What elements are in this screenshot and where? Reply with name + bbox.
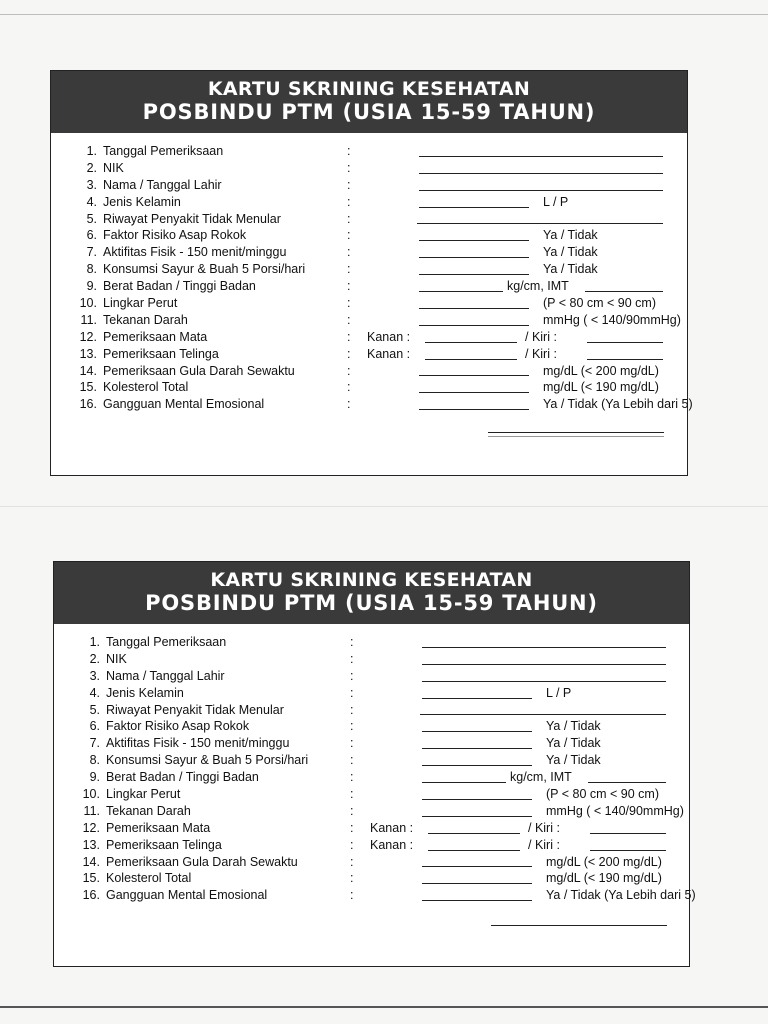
field-text: / Kiri : bbox=[528, 837, 560, 852]
row-colon: : bbox=[347, 177, 351, 192]
row-number: 4. bbox=[89, 685, 100, 700]
row-colon: : bbox=[347, 160, 351, 175]
fill-in-blank[interactable] bbox=[422, 883, 532, 884]
row-colon: : bbox=[350, 854, 354, 869]
signature-line[interactable] bbox=[488, 432, 664, 433]
row-number: 3. bbox=[89, 668, 100, 683]
row-colon: : bbox=[347, 346, 351, 361]
fill-in-blank[interactable] bbox=[422, 799, 532, 800]
fill-in-blank[interactable] bbox=[422, 900, 532, 901]
row-label: Aktifitas Fisik - 150 menit/minggu bbox=[103, 245, 287, 260]
row-colon: : bbox=[350, 736, 354, 751]
row-label: NIK bbox=[103, 160, 124, 175]
row-field bbox=[367, 160, 667, 177]
form-row bbox=[51, 194, 687, 211]
row-label: Nama / Tanggal Lahir bbox=[106, 668, 225, 683]
row-label: Tanggal Pemeriksaan bbox=[106, 635, 227, 649]
card-subtitle: POSBINDU PTM (USIA 15-59 TAHUN) bbox=[145, 591, 598, 615]
field-text: mmHg ( < 140/90mmHg) bbox=[543, 312, 681, 327]
fill-in-blank[interactable] bbox=[422, 647, 666, 648]
row-label: Nama / Tanggal Lahir bbox=[103, 177, 222, 192]
fill-in-blank[interactable] bbox=[419, 173, 663, 174]
row-number: 12. bbox=[82, 820, 100, 835]
card-title: KARTU SKRINING KESEHATAN bbox=[210, 569, 533, 591]
row-label: Gangguan Mental Emosional bbox=[103, 397, 265, 412]
fill-in-blank[interactable] bbox=[419, 207, 529, 208]
row-number: 8. bbox=[89, 753, 100, 768]
field-text: L / P bbox=[543, 194, 569, 209]
row-field bbox=[367, 312, 681, 329]
row-label: Pemeriksaan Mata bbox=[106, 820, 211, 835]
row-number: 4. bbox=[86, 194, 97, 209]
row-colon: : bbox=[350, 668, 354, 683]
row-label: Pemeriksaan Telinga bbox=[103, 346, 219, 361]
row-number: 15. bbox=[79, 380, 97, 395]
fill-in-blank[interactable] bbox=[422, 816, 532, 817]
form-row bbox=[54, 651, 689, 668]
form-row bbox=[54, 803, 689, 820]
form-row bbox=[51, 329, 687, 346]
row-field bbox=[370, 854, 670, 871]
row-label: Konsumsi Sayur & Buah 5 Porsi/hari bbox=[103, 262, 306, 277]
fill-in-blank[interactable] bbox=[419, 291, 503, 292]
row-field bbox=[370, 634, 670, 651]
row-field bbox=[367, 143, 667, 160]
form-row bbox=[51, 295, 687, 312]
row-number: 10. bbox=[82, 787, 100, 802]
row-number: 14. bbox=[82, 854, 100, 869]
fill-in-blank[interactable] bbox=[422, 782, 506, 783]
row-number: 14. bbox=[79, 363, 97, 378]
row-colon: : bbox=[350, 820, 354, 835]
row-number: 6. bbox=[86, 228, 97, 243]
fill-in-blank[interactable] bbox=[419, 257, 529, 258]
row-colon: : bbox=[347, 279, 351, 294]
card-subtitle: POSBINDU PTM (USIA 15-59 TAHUN) bbox=[142, 100, 596, 124]
signature-line[interactable] bbox=[491, 925, 667, 926]
fill-in-blank[interactable] bbox=[420, 714, 666, 715]
form-row bbox=[51, 379, 687, 396]
form-row bbox=[51, 278, 687, 295]
row-colon: : bbox=[347, 363, 351, 378]
form-row bbox=[51, 160, 687, 177]
fill-in-blank[interactable] bbox=[419, 375, 529, 376]
field-text: (P < 80 cm < 90 cm) bbox=[546, 787, 660, 802]
row-label: Pemeriksaan Mata bbox=[103, 329, 208, 344]
row-field bbox=[367, 244, 667, 261]
row-field bbox=[367, 329, 667, 346]
row-label: Pemeriksaan Gula Darah Sewaktu bbox=[106, 854, 298, 869]
field-text: Ya / Tidak bbox=[546, 719, 601, 734]
fill-in-blank[interactable] bbox=[419, 274, 529, 275]
row-number: 1. bbox=[89, 635, 100, 649]
row-colon: : bbox=[347, 262, 351, 277]
row-colon: : bbox=[347, 194, 351, 209]
row-number: 1. bbox=[86, 144, 97, 158]
field-text: kg/cm, IMT bbox=[507, 279, 569, 294]
field-text: mg/dL (< 200 mg/dL) bbox=[546, 854, 662, 869]
fill-in-blank[interactable] bbox=[428, 850, 520, 851]
fill-in-blank[interactable] bbox=[417, 223, 663, 224]
field-text: mmHg ( < 140/90mmHg) bbox=[546, 803, 684, 818]
page-bottom-border bbox=[0, 1006, 768, 1008]
form-row bbox=[54, 837, 689, 854]
row-label: Riwayat Penyakit Tidak Menular bbox=[106, 702, 284, 717]
field-text: Kanan : bbox=[367, 329, 411, 344]
row-field bbox=[370, 735, 670, 752]
row-field bbox=[367, 227, 667, 244]
row-label: Lingkar Perut bbox=[106, 787, 181, 802]
fill-in-blank[interactable] bbox=[425, 359, 517, 360]
row-number: 12. bbox=[79, 329, 97, 344]
row-field bbox=[367, 194, 667, 211]
row-colon: : bbox=[347, 380, 351, 395]
card-header bbox=[54, 562, 689, 624]
row-colon: : bbox=[347, 329, 351, 344]
form-row bbox=[51, 143, 687, 160]
form-row bbox=[54, 702, 689, 719]
row-colon: : bbox=[350, 702, 354, 717]
row-field bbox=[370, 769, 670, 786]
row-field bbox=[370, 685, 670, 702]
row-number: 5. bbox=[89, 702, 100, 717]
field-text: Ya / Tidak bbox=[546, 753, 601, 768]
row-field bbox=[370, 752, 670, 769]
field-text: Ya / Tidak (Ya Lebih dari 5) bbox=[546, 888, 696, 903]
row-field bbox=[367, 261, 667, 278]
row-number: 2. bbox=[86, 160, 97, 175]
form-rows bbox=[51, 143, 693, 413]
row-colon: : bbox=[347, 397, 351, 412]
field-text: Kanan : bbox=[370, 820, 414, 835]
row-field bbox=[367, 278, 667, 295]
row-colon: : bbox=[350, 753, 354, 768]
row-colon: : bbox=[350, 651, 354, 666]
row-label: Kolesterol Total bbox=[103, 380, 189, 395]
row-label: Berat Badan / Tinggi Badan bbox=[106, 770, 259, 785]
row-colon: : bbox=[347, 312, 351, 327]
row-label: Pemeriksaan Gula Darah Sewaktu bbox=[103, 363, 295, 378]
row-field bbox=[370, 803, 684, 820]
field-text: Ya / Tidak bbox=[543, 262, 598, 277]
form-row bbox=[51, 211, 687, 228]
row-number: 10. bbox=[79, 296, 97, 311]
fill-in-blank[interactable] bbox=[588, 782, 666, 783]
fill-in-blank[interactable] bbox=[590, 833, 666, 834]
field-text: Ya / Tidak bbox=[543, 228, 598, 243]
field-text: (P < 80 cm < 90 cm) bbox=[543, 296, 657, 311]
row-number: 2. bbox=[89, 651, 100, 666]
row-label: Faktor Risiko Asap Rokok bbox=[106, 719, 250, 734]
fill-in-blank[interactable] bbox=[419, 190, 663, 191]
fill-in-blank[interactable] bbox=[419, 409, 529, 410]
fill-in-blank[interactable] bbox=[422, 866, 532, 867]
row-colon: : bbox=[347, 296, 351, 311]
field-text: mg/dL (< 190 mg/dL) bbox=[543, 380, 659, 395]
fill-in-blank[interactable] bbox=[422, 765, 532, 766]
row-label: Faktor Risiko Asap Rokok bbox=[103, 228, 247, 243]
row-colon: : bbox=[347, 144, 351, 158]
screening-card-bottom bbox=[53, 561, 696, 967]
row-colon: : bbox=[350, 770, 354, 785]
form-row bbox=[54, 735, 689, 752]
fill-in-blank[interactable] bbox=[587, 359, 663, 360]
row-field bbox=[370, 887, 696, 904]
row-number: 13. bbox=[79, 346, 97, 361]
field-text: Ya / Tidak bbox=[543, 245, 598, 260]
row-colon: : bbox=[350, 837, 354, 852]
form-row bbox=[51, 396, 693, 413]
row-number: 11. bbox=[83, 803, 100, 818]
row-number: 15. bbox=[82, 871, 100, 886]
form-row bbox=[51, 346, 687, 363]
field-text: mg/dL (< 190 mg/dL) bbox=[546, 871, 662, 886]
fill-in-blank[interactable] bbox=[419, 325, 529, 326]
field-text: Ya / Tidak bbox=[546, 736, 601, 751]
row-number: 13. bbox=[82, 837, 100, 852]
row-field bbox=[367, 363, 667, 380]
fill-in-blank[interactable] bbox=[419, 156, 663, 157]
form-row bbox=[54, 887, 696, 904]
field-text: Ya / Tidak (Ya Lebih dari 5) bbox=[543, 397, 693, 412]
row-label: Aktifitas Fisik - 150 menit/minggu bbox=[106, 736, 290, 751]
row-colon: : bbox=[347, 245, 351, 260]
card-header bbox=[51, 71, 687, 133]
row-field bbox=[370, 651, 670, 668]
row-field bbox=[367, 346, 667, 363]
row-label: Kolesterol Total bbox=[106, 871, 192, 886]
row-field bbox=[367, 211, 667, 228]
row-label: Tekanan Darah bbox=[103, 312, 188, 327]
row-number: 16. bbox=[82, 888, 100, 903]
fill-in-blank[interactable] bbox=[585, 291, 663, 292]
row-number: 7. bbox=[86, 245, 97, 260]
row-number: 16. bbox=[79, 397, 97, 412]
row-number: 5. bbox=[86, 211, 97, 226]
fill-in-blank[interactable] bbox=[590, 850, 666, 851]
row-field bbox=[367, 177, 667, 194]
row-colon: : bbox=[350, 803, 354, 818]
row-label: Tekanan Darah bbox=[106, 803, 191, 818]
row-field bbox=[370, 668, 670, 685]
fill-in-blank[interactable] bbox=[422, 748, 532, 749]
page-fold-line bbox=[0, 506, 768, 507]
row-field bbox=[370, 820, 670, 837]
fill-in-blank[interactable] bbox=[419, 392, 529, 393]
form-row bbox=[54, 685, 689, 702]
page-top-border bbox=[0, 14, 768, 15]
form-row bbox=[54, 786, 689, 803]
row-label: Gangguan Mental Emosional bbox=[106, 888, 268, 903]
form-row bbox=[54, 634, 689, 651]
row-label: Jenis Kelamin bbox=[106, 685, 184, 700]
row-field bbox=[367, 396, 693, 413]
row-label: Jenis Kelamin bbox=[103, 194, 181, 209]
fill-in-blank[interactable] bbox=[425, 342, 517, 343]
screening-card-top bbox=[50, 70, 693, 476]
fill-in-blank[interactable] bbox=[422, 731, 532, 732]
row-number: 7. bbox=[89, 736, 100, 751]
field-text: L / P bbox=[546, 685, 572, 700]
row-colon: : bbox=[350, 685, 354, 700]
row-field bbox=[370, 702, 670, 719]
row-label: Riwayat Penyakit Tidak Menular bbox=[103, 211, 281, 226]
field-text: Kanan : bbox=[367, 346, 411, 361]
form-row bbox=[51, 244, 687, 261]
row-label: Pemeriksaan Telinga bbox=[106, 837, 222, 852]
row-number: 9. bbox=[89, 770, 100, 785]
row-field bbox=[370, 786, 670, 803]
form-row bbox=[54, 668, 689, 685]
field-text: / Kiri : bbox=[525, 329, 557, 344]
row-field bbox=[370, 870, 670, 887]
row-colon: : bbox=[347, 228, 351, 243]
row-colon: : bbox=[350, 719, 354, 734]
row-field bbox=[367, 295, 667, 312]
field-text: kg/cm, IMT bbox=[510, 770, 572, 785]
form-row bbox=[51, 261, 687, 278]
form-row bbox=[54, 854, 689, 871]
row-label: Lingkar Perut bbox=[103, 296, 178, 311]
row-field bbox=[370, 718, 670, 735]
form-row bbox=[54, 870, 689, 887]
field-text: / Kiri : bbox=[528, 820, 560, 835]
field-text: / Kiri : bbox=[525, 346, 557, 361]
row-number: 6. bbox=[89, 719, 100, 734]
row-label: Konsumsi Sayur & Buah 5 Porsi/hari bbox=[106, 753, 309, 768]
row-colon: : bbox=[350, 871, 354, 886]
row-field bbox=[370, 837, 670, 854]
row-colon: : bbox=[350, 787, 354, 802]
fill-in-blank[interactable] bbox=[419, 308, 529, 309]
row-field bbox=[367, 379, 667, 396]
row-label: Tanggal Pemeriksaan bbox=[103, 144, 224, 158]
signature-line-secondary bbox=[488, 436, 664, 437]
form-row bbox=[54, 769, 689, 786]
form-row bbox=[51, 227, 687, 244]
form-row bbox=[51, 177, 687, 194]
field-text: mg/dL (< 200 mg/dL) bbox=[543, 363, 659, 378]
fill-in-blank[interactable] bbox=[422, 681, 666, 682]
fill-in-blank[interactable] bbox=[422, 698, 532, 699]
row-number: 8. bbox=[86, 262, 97, 277]
row-label: Berat Badan / Tinggi Badan bbox=[103, 279, 256, 294]
form-row bbox=[51, 312, 687, 329]
row-colon: : bbox=[350, 635, 354, 649]
row-colon: : bbox=[350, 888, 354, 903]
row-colon: : bbox=[347, 211, 351, 226]
card-title: KARTU SKRINING KESEHATAN bbox=[207, 78, 531, 100]
form-row bbox=[54, 820, 689, 837]
fill-in-blank[interactable] bbox=[428, 833, 520, 834]
form-rows bbox=[54, 634, 696, 904]
fill-in-blank[interactable] bbox=[419, 240, 529, 241]
row-label: NIK bbox=[106, 651, 127, 666]
fill-in-blank[interactable] bbox=[587, 342, 663, 343]
form-row bbox=[51, 363, 687, 380]
form-row bbox=[54, 718, 689, 735]
row-number: 11. bbox=[80, 312, 97, 327]
field-text: Kanan : bbox=[370, 837, 414, 852]
form-row bbox=[54, 752, 689, 769]
row-number: 9. bbox=[86, 279, 97, 294]
row-number: 3. bbox=[86, 177, 97, 192]
fill-in-blank[interactable] bbox=[422, 664, 666, 665]
